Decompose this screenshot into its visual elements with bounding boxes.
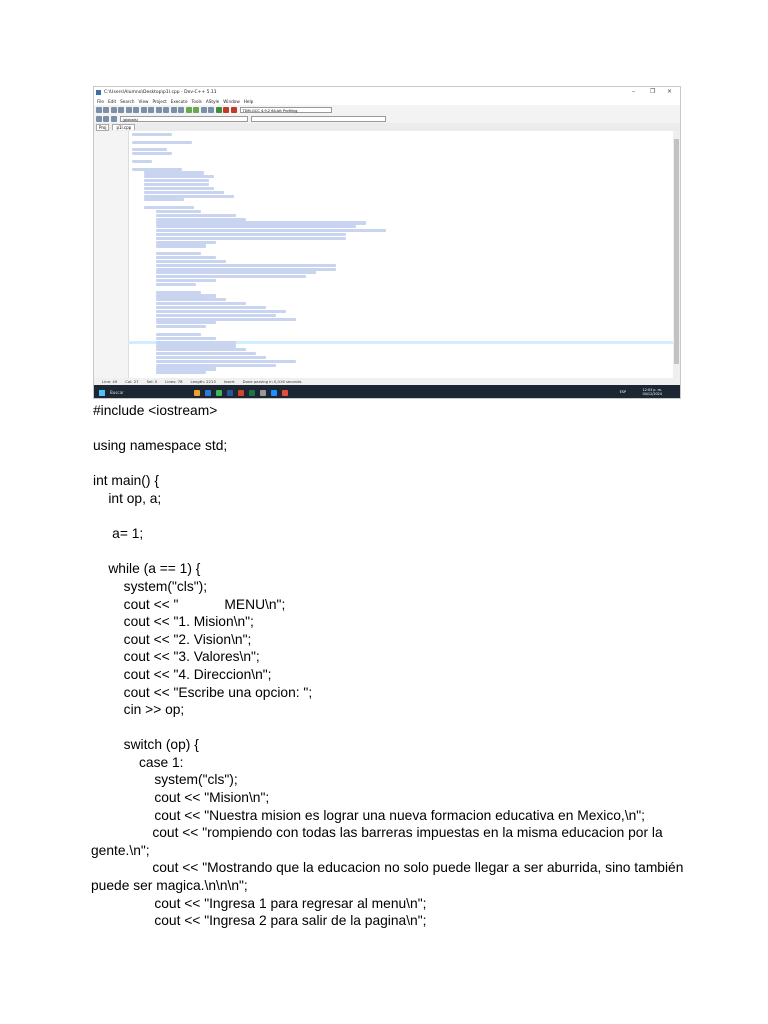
editor-code-line xyxy=(156,302,246,305)
editor-code-line xyxy=(156,210,201,213)
code-line xyxy=(93,420,693,438)
editor-code-line xyxy=(156,294,216,297)
editor-code-line xyxy=(156,321,216,324)
editor-code-line xyxy=(156,233,346,236)
editor-code-line xyxy=(156,318,296,321)
status-mode: Insert xyxy=(223,379,235,384)
status-lines: Lines: 78 xyxy=(165,379,183,384)
editor-code-line xyxy=(156,244,206,247)
new-file-icon[interactable] xyxy=(96,107,102,113)
restore-icon[interactable]: ❐ xyxy=(650,88,656,95)
code-line: cout << "Mision\n"; xyxy=(93,790,270,806)
save-icon[interactable] xyxy=(111,107,117,113)
tray-language: ESP xyxy=(619,390,626,394)
editor-code-line xyxy=(144,195,234,198)
code-line: cout << "1. Mision\n"; xyxy=(93,614,254,630)
app-icon-2[interactable] xyxy=(282,390,288,396)
status-length: Length: 2213 xyxy=(190,379,216,384)
editor-code-line xyxy=(156,337,216,340)
status-col: Col: 27 xyxy=(125,379,139,384)
editor-code-line xyxy=(144,206,194,209)
code-line xyxy=(93,719,693,737)
code-line: cout << "rompiendo con todas las barreras impuestas en la misma educacion por la gente.\n"; xyxy=(91,825,667,858)
code-editor[interactable] xyxy=(94,131,674,378)
code-line: cout << "Mostrando que la educacion no solo puede llegar a ser aburrida, sino también puede ser magica.\n\n\n"; xyxy=(91,860,688,894)
editor-code-line xyxy=(156,221,366,224)
editor-code-line xyxy=(144,171,204,174)
close-icon[interactable]: × xyxy=(667,88,673,95)
code-line: int main() { xyxy=(93,473,159,489)
indent-icon[interactable] xyxy=(171,107,177,113)
editor-code-line xyxy=(156,256,216,259)
redo-icon[interactable] xyxy=(148,107,154,113)
editor-code-line xyxy=(156,225,356,228)
status-bar xyxy=(94,378,680,385)
code-line: cout << "Ingresa 1 para regresar al menu\n"; xyxy=(93,895,427,911)
editor-code-line xyxy=(144,191,224,194)
print-icon[interactable] xyxy=(133,107,139,113)
code-line: using namespace std; xyxy=(93,438,228,454)
chrome-icon[interactable] xyxy=(216,390,222,396)
editor-code-line xyxy=(156,241,216,244)
code-line: while (a == 1) { xyxy=(93,561,201,577)
editor-code-line xyxy=(156,237,346,240)
editor-code-line xyxy=(156,291,201,294)
code-line: cout << "Escribe una opcion: "; xyxy=(93,684,313,700)
find-icon[interactable] xyxy=(156,107,162,113)
menu-view[interactable]: View xyxy=(138,99,149,104)
code-line xyxy=(93,543,693,561)
menu-window[interactable]: Window xyxy=(223,99,240,104)
code-line: a= 1; xyxy=(93,526,144,542)
editor-code-line xyxy=(156,360,296,363)
code-line: system("cls"); xyxy=(93,772,238,788)
status-sel: Sel: 0 xyxy=(146,379,158,384)
menu-edit[interactable]: Edit xyxy=(108,99,117,104)
editor-code-line xyxy=(156,325,206,328)
editor-code-line xyxy=(144,198,184,201)
code-line: cout << "2. Vision\n"; xyxy=(93,631,252,647)
code-line xyxy=(93,455,693,473)
debug-icon[interactable] xyxy=(231,107,237,113)
editor-code-line xyxy=(156,229,386,232)
compiler-select[interactable]: TDM-GCC 4.9.2 64-bit Profiling xyxy=(240,107,332,113)
code-line xyxy=(93,508,693,526)
tab-project[interactable]: Proj xyxy=(96,124,109,131)
editor-code-line xyxy=(132,160,152,163)
editor-code-line xyxy=(156,367,216,370)
editor-code-line xyxy=(156,398,216,399)
toggle-bookmark-icon[interactable] xyxy=(111,116,117,122)
editor-code-line xyxy=(144,175,214,178)
code-line: system("cls"); xyxy=(93,578,208,594)
open-file-icon[interactable] xyxy=(103,107,109,113)
menu-astyle[interactable]: AStyle xyxy=(205,99,220,104)
run-icon[interactable] xyxy=(193,107,199,113)
window-title: C:\Users\Alumno\Desktop\p1l.cpp - Dev-C++ 5.11 xyxy=(104,90,217,95)
editor-code-line xyxy=(156,264,336,267)
editor-code-line xyxy=(156,371,206,374)
ide-screenshot xyxy=(93,86,681,399)
editor-code-line xyxy=(132,168,182,171)
code-line: cout << "Ingresa 2 para salir de la pagina\n"; xyxy=(93,913,427,929)
unindent-icon[interactable] xyxy=(178,107,184,113)
system-tray xyxy=(642,388,662,396)
window-titlebar xyxy=(94,87,680,98)
windows-start-icon[interactable] xyxy=(99,390,105,396)
devcpp-app-icon xyxy=(96,90,101,95)
editor-code-line xyxy=(156,352,256,355)
status-parse: Done parsing in 0,016 seconds xyxy=(242,379,302,384)
code-line: cout << "4. Direccion\n"; xyxy=(93,666,272,682)
taskbar-search[interactable]: Buscar xyxy=(110,390,124,395)
editor-code-line xyxy=(156,283,196,286)
code-line: int op, a; xyxy=(93,490,162,506)
code-line: cout << "3. Valores\n"; xyxy=(93,649,260,665)
members-select[interactable] xyxy=(251,116,386,122)
vertical-scrollbar[interactable] xyxy=(673,131,680,378)
tray-date: 04/12/2024 xyxy=(642,392,662,397)
replace-icon[interactable] xyxy=(163,107,169,113)
excel-icon[interactable] xyxy=(249,390,255,396)
editor-code-line xyxy=(156,214,236,217)
editor-code-line xyxy=(156,271,316,274)
editor-code-line xyxy=(156,314,276,317)
editor-tabs xyxy=(94,123,680,131)
devcpp-taskbar-icon[interactable] xyxy=(260,390,266,396)
editor-code-line xyxy=(156,306,266,309)
code-listing xyxy=(93,402,693,930)
editor-code-line xyxy=(144,179,209,182)
class-browser-icon[interactable] xyxy=(96,116,102,122)
main-toolbar xyxy=(94,105,680,114)
menu-help[interactable]: Help xyxy=(243,99,254,104)
minimize-icon[interactable]: – xyxy=(632,88,635,95)
editor-code-line xyxy=(132,141,192,144)
code-lines xyxy=(132,133,674,399)
code-line: switch (op) { xyxy=(93,737,199,753)
editor-code-line xyxy=(156,364,276,367)
editor-code-line xyxy=(156,298,226,301)
edge-icon[interactable] xyxy=(205,390,211,396)
tab-file[interactable]: p1l.cpp xyxy=(112,124,135,130)
menu-bar xyxy=(94,98,680,105)
powerpoint-icon[interactable] xyxy=(238,390,244,396)
editor-code-line xyxy=(132,152,172,155)
editor-code-line xyxy=(156,279,216,282)
editor-code-line xyxy=(156,356,266,359)
rebuild-icon[interactable] xyxy=(208,107,214,113)
editor-code-line xyxy=(156,252,201,255)
status-line: Line: 49 xyxy=(102,379,118,384)
app-icon[interactable] xyxy=(271,390,277,396)
check-icon[interactable] xyxy=(216,107,222,113)
editor-code-line xyxy=(156,333,201,336)
word-icon[interactable] xyxy=(227,390,233,396)
editor-code-line xyxy=(156,341,236,344)
globals-select[interactable]: (globals) xyxy=(120,116,248,122)
menu-project[interactable]: Project xyxy=(152,99,167,104)
editor-code-line xyxy=(144,187,214,190)
code-line: cout << "Nuestra mision es lograr una nueva formacion educativa en Mexico,\n"; xyxy=(93,807,645,823)
compile-run-icon[interactable] xyxy=(201,107,207,113)
code-line: cout << " MENU\n"; xyxy=(93,596,286,612)
menu-search[interactable]: Search xyxy=(120,99,135,104)
code-line: cin >> op; xyxy=(93,702,185,718)
editor-code-line xyxy=(156,344,236,347)
file-explorer-icon[interactable] xyxy=(194,390,200,396)
save-all-icon[interactable] xyxy=(118,107,124,113)
editor-code-line xyxy=(132,133,172,136)
line-number-gutter xyxy=(94,131,129,378)
menu-file[interactable]: File xyxy=(97,99,105,104)
code-line: #include <iostream> xyxy=(93,403,218,418)
insert-icon[interactable] xyxy=(103,116,109,122)
undo-icon[interactable] xyxy=(141,107,147,113)
code-line: case 1: xyxy=(93,754,184,770)
editor-code-line xyxy=(156,268,336,271)
tray-time: 12:03 p. m. xyxy=(642,388,662,392)
windows-taskbar xyxy=(94,385,680,399)
editor-code-line xyxy=(144,183,209,186)
menu-execute[interactable]: Execute xyxy=(170,99,188,104)
editor-code-line xyxy=(156,310,286,313)
editor-code-line xyxy=(156,218,246,221)
compile-icon[interactable] xyxy=(186,107,192,113)
secondary-toolbar xyxy=(94,114,680,123)
editor-code-line xyxy=(156,275,306,278)
editor-code-line xyxy=(156,260,226,263)
close-file-icon[interactable] xyxy=(126,107,132,113)
stop-icon[interactable] xyxy=(223,107,229,113)
editor-code-line xyxy=(132,148,167,151)
editor-code-line xyxy=(156,348,246,351)
menu-tools[interactable]: Tools xyxy=(191,99,202,104)
